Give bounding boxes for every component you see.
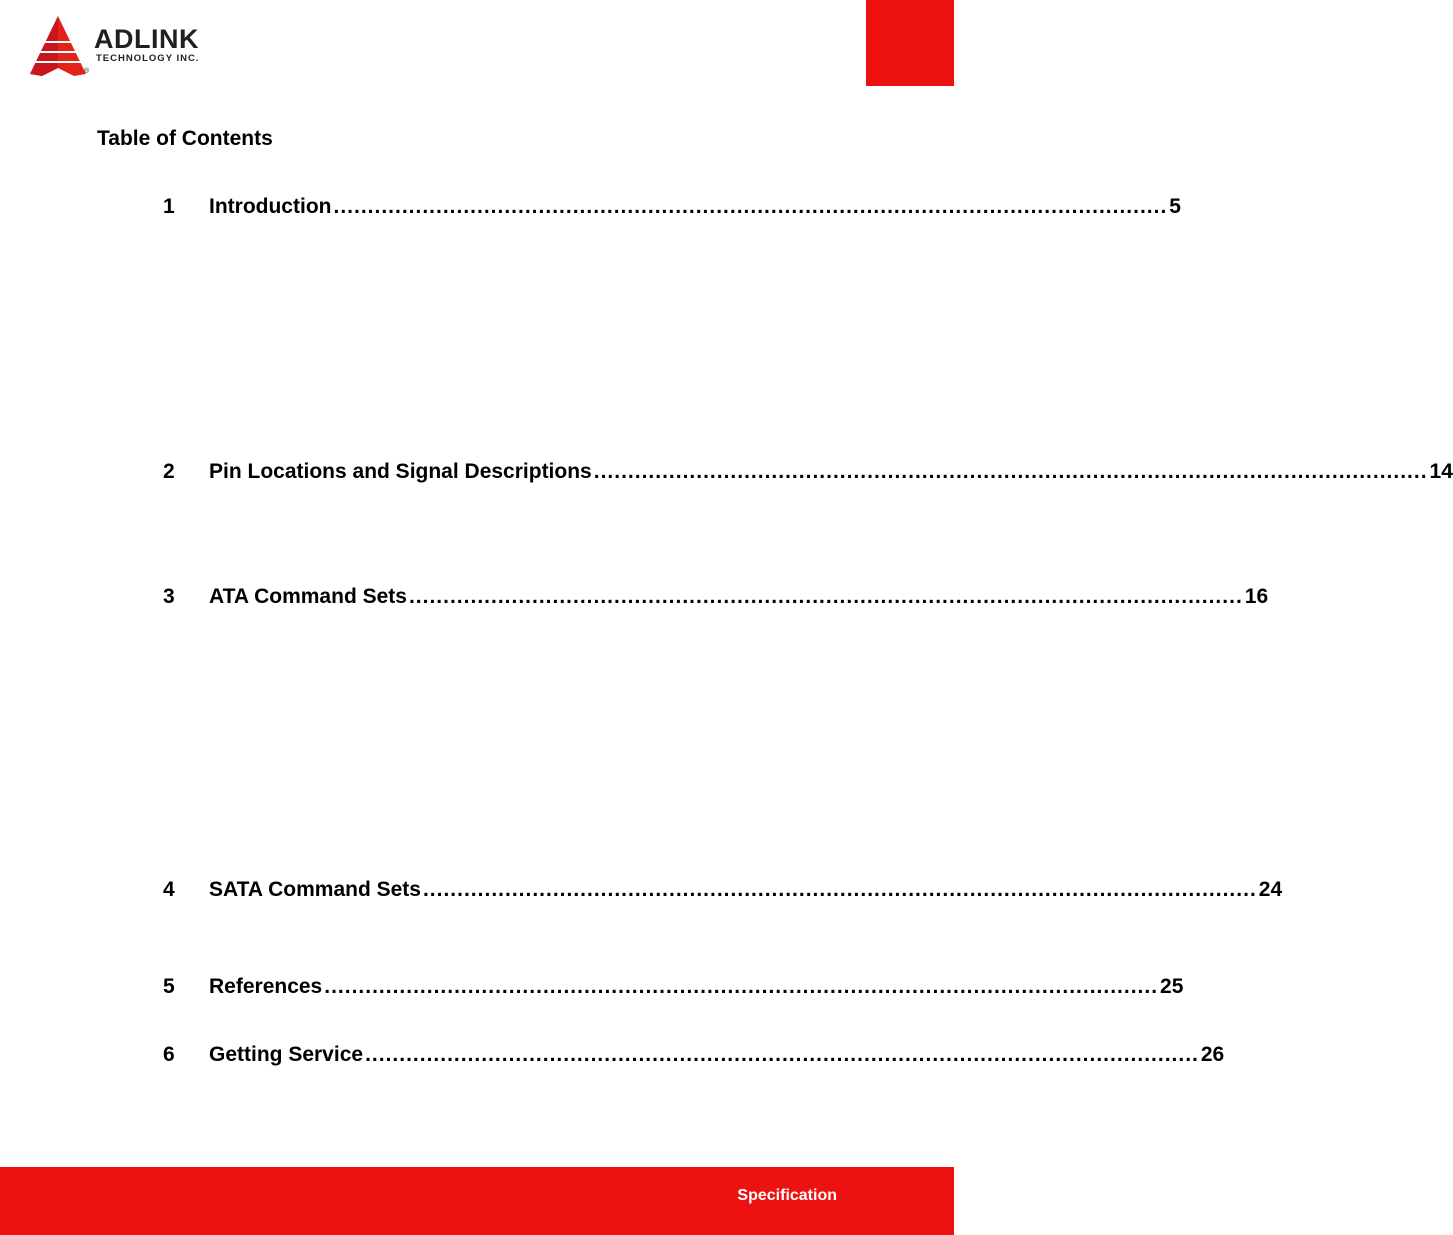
adlink-triangle-icon — [24, 14, 92, 80]
page-footer — [0, 1167, 954, 1235]
toc-entry-leader: .......................................................................................................................... — [324, 975, 1159, 998]
toc-entry-introduction[interactable] — [163, 193, 1181, 221]
toc-entry-number: 4 — [163, 878, 175, 901]
toc-title: Table of Contents — [97, 127, 273, 150]
toc-entry-label: Getting Service — [209, 1043, 364, 1066]
toc-entry-references[interactable] — [163, 973, 1184, 1001]
toc-entry-number: 2 — [163, 460, 175, 483]
toc-entry-number: 5 — [163, 975, 175, 998]
toc-entry-leader: .......................................................................................................................... — [422, 878, 1257, 901]
toc-entry-page: 25 — [1160, 975, 1184, 998]
toc-entry-label: Pin Locations and Signal Descriptions — [209, 460, 592, 483]
toc-entry-leader: .......................................................................................................................... — [408, 585, 1243, 608]
toc-entry-page: 5 — [1169, 195, 1181, 218]
corner-tab — [866, 0, 954, 86]
toc-entry-label: SATA Command Sets — [209, 878, 421, 901]
toc-entry-number: 3 — [163, 585, 175, 608]
toc-entry-page: 14 — [1429, 460, 1453, 483]
logo-subtitle: TECHNOLOGY INC. — [96, 53, 200, 64]
toc-entry-number: 6 — [163, 1043, 175, 1066]
toc-entry-label: ATA Command Sets — [209, 585, 407, 608]
toc-entry-label: Introduction — [209, 195, 332, 218]
logo-wordmark: ADLINK — [94, 24, 199, 54]
toc-entry-label: References — [209, 975, 323, 998]
toc-entry-sata-command-sets[interactable] — [163, 876, 1283, 904]
toc-entry-ata-command-sets[interactable] — [163, 583, 1269, 611]
toc-entry-page: 16 — [1244, 585, 1269, 608]
toc-entry-getting-service[interactable] — [163, 1041, 1225, 1069]
toc-entry-leader: .......................................................................................................................... — [593, 460, 1428, 483]
footer-label: Specification — [737, 1187, 837, 1204]
registered-mark: ® — [84, 68, 90, 75]
toc-entry-number: 1 — [163, 195, 175, 218]
toc-entry-pin-locations[interactable] — [163, 458, 1453, 486]
adlink-logo — [24, 14, 234, 80]
toc-entry-leader: .......................................................................................................................... — [333, 195, 1168, 218]
toc-entry-leader: .......................................................................................................................... — [365, 1043, 1199, 1066]
toc-entry-page: 24 — [1258, 878, 1283, 901]
toc-entry-page: 26 — [1200, 1043, 1225, 1066]
